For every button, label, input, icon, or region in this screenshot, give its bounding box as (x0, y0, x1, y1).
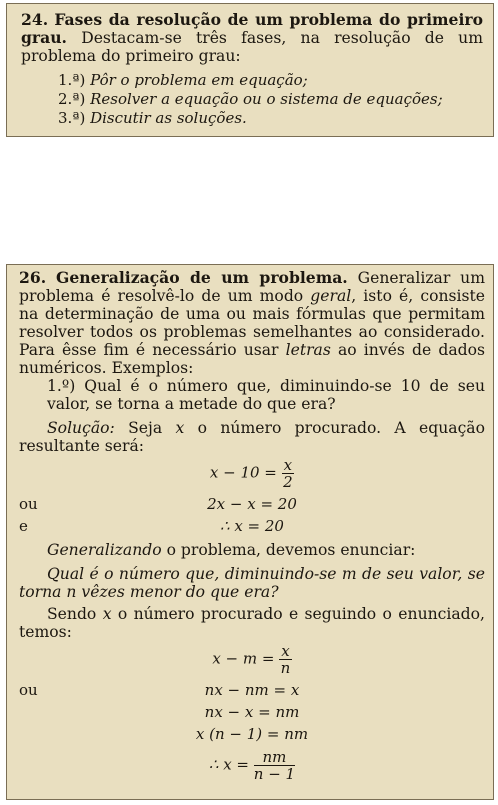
fraction-x-over-2 (282, 457, 294, 490)
fraction-denominator: 2 (283, 473, 293, 491)
label-ou: ou (19, 495, 38, 513)
list-item-number: 2.ª) (58, 90, 86, 108)
word-letras: letras (285, 341, 331, 359)
equation-3: ∴ x = 20 (220, 517, 284, 535)
section-26-text-c: ao invés de dados numéricos. Exemplos: (19, 341, 485, 377)
solution-text-b: o número procurado. A equação resultante será: (19, 419, 485, 455)
sendo-text-b: o número procurado e seguindo o enunciado, temos: (19, 605, 486, 641)
equation-1 (19, 457, 485, 493)
equation-6-row (19, 701, 485, 723)
fraction-numerator: nm (254, 749, 295, 766)
equation-2: 2x − x = 20 (207, 495, 297, 513)
fraction-numerator: x (283, 456, 293, 474)
label-ou: ou (19, 681, 38, 699)
section-24-paragraph (21, 11, 483, 65)
list-item-number: 1.ª) (58, 71, 86, 89)
generalization-paragraph (19, 541, 485, 559)
section-26-text-b: , isto é, consiste na determinação de uma ou mais fórmulas que permitam resolver todos os problemas semelhantes ao considerado. Para êsse fim é necessário usar (19, 287, 486, 359)
list-item (58, 90, 483, 109)
fraction-x-over-n (279, 643, 291, 676)
equation-3-row (19, 515, 485, 537)
fraction-denominator: n (280, 659, 291, 677)
variable-x: x (102, 605, 112, 623)
phases-list (21, 71, 483, 128)
list-item-number: 3.ª) (58, 109, 86, 127)
sendo-paragraph (19, 605, 485, 641)
section-26-box (6, 264, 494, 800)
list-item-text: Discutir as soluções. (90, 109, 247, 127)
equation-7-row (19, 723, 485, 745)
equation-2-row (19, 493, 485, 515)
variable-x: x (175, 419, 185, 437)
equation-6: nx − x = nm (204, 703, 300, 721)
example-1 (19, 377, 485, 413)
equation-8-lhs: ∴ x = (208, 755, 249, 774)
list-item (58, 71, 483, 90)
example-question: Qual é o número que, diminuindo-se 10 de seu valor, se torna a metade do que era? (47, 377, 485, 413)
section-24-title: Fases da resolução de um problema do primeiro grau. (21, 10, 483, 47)
fraction-denominator: n − 1 (253, 765, 296, 783)
equation-1-lhs: x − 10 = (209, 463, 277, 482)
generalizando-label: Generalizando (47, 541, 162, 559)
equation-7: x (n − 1) = nm (195, 725, 309, 743)
fraction-numerator: x (281, 642, 290, 660)
section-26-paragraph (19, 269, 485, 377)
list-item (58, 109, 483, 128)
word-geral: geral (310, 287, 352, 305)
section-26-number: 26. (19, 268, 47, 287)
section-24-number: 24. (21, 10, 49, 29)
equation-5-row (19, 679, 485, 701)
generalization-text: o problema, devemos enunciar: (161, 541, 416, 559)
list-item-text: Resolver a equação ou o sistema de equações; (90, 90, 443, 108)
generalized-question: Qual é o número que, diminuindo-se m de seu valor, se torna n vêzes menor do que era? (19, 565, 485, 601)
equation-4-lhs: x − m = (212, 649, 275, 668)
section-24-box (6, 3, 494, 137)
equation-5: nx − nm = x (204, 681, 300, 699)
solution-text-a: Seja (114, 419, 176, 437)
equation-8 (19, 749, 485, 785)
sendo-text-a: Sendo (47, 605, 103, 623)
solution-label: Solução: (47, 419, 115, 437)
solution-paragraph (19, 419, 485, 455)
equation-4 (19, 643, 485, 679)
label-e: e (19, 517, 28, 535)
example-number: 1.º) (47, 377, 76, 395)
section-26-title: Generalização de um problema. (56, 268, 348, 287)
fraction-nm-over-n-minus-1 (254, 749, 295, 782)
list-item-text: Pôr o problema em equação; (90, 71, 308, 89)
section-24-intro: Destacam-se três fases, na resolução de um problema do primeiro grau: (21, 29, 483, 65)
section-26-text-a: Generalizar um problema é resolvê-lo de um modo (19, 269, 486, 305)
